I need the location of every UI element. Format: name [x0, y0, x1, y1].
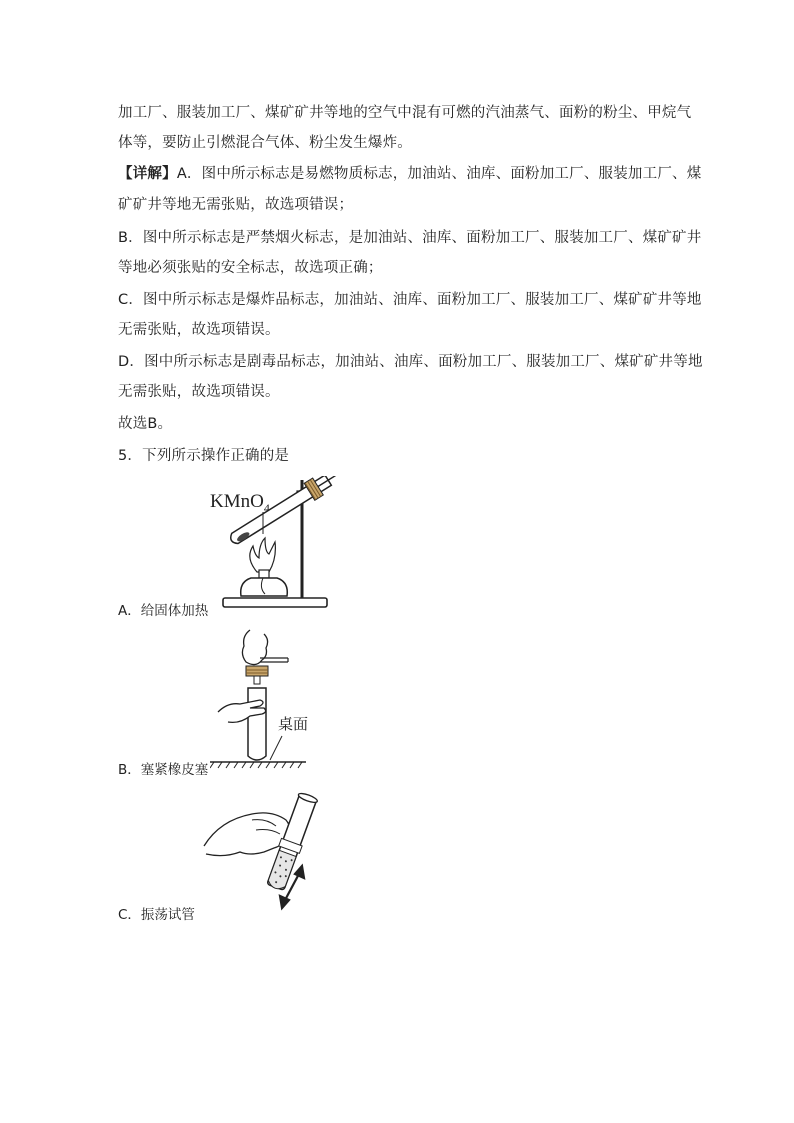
detail-c-line-1: C．图中所示标志是爆炸品标志，加油站、油库、面粉加工厂、服装加工厂、煤矿矿井等地 — [118, 292, 702, 308]
detail-c-line-2: 无需张贴，故选项错误。 — [118, 322, 280, 338]
hand-c — [204, 813, 290, 856]
option-a-label: A．给固体加热 — [118, 603, 209, 619]
upper-hand — [242, 630, 267, 665]
detail-b-line-1: B．图中所示标志是严禁烟火标志，是加油站、油库、面粉加工厂、服装加工厂、煤矿矿井 — [118, 230, 702, 246]
table-label: 桌面 — [278, 717, 309, 733]
figure-b-stopper-diagram — [210, 628, 320, 772]
detail-d-line-2: 无需张贴，故选项错误。 — [118, 384, 280, 400]
test-tube — [226, 476, 342, 549]
answer-line: 故选B。 — [118, 416, 173, 432]
detail-b-line-2: 等地必须张贴的安全标志，故选项正确； — [118, 260, 383, 276]
detail-a-line-2: 矿矿井等地无需张贴，故选项错误； — [118, 197, 354, 213]
reagent-label: KMnO$_4$ — [210, 491, 270, 515]
option-b-label: B．塞紧橡皮塞 — [118, 762, 209, 778]
paragraph-line-1: 加工厂、服装加工厂、煤矿矿井等地的空气中混有可燃的汽油蒸气、面粉的粉尘、甲烷气 — [118, 105, 692, 121]
figure-a-heating-diagram — [205, 476, 350, 616]
test-tube-b — [248, 688, 266, 760]
detail-a-text: A．图中所示标志是易燃物质标志，加油站、油库、面粉加工厂、服装加工厂、煤 — [176, 166, 702, 182]
detail-d-line-1: D．图中所示标志是剧毒品标志，加油站、油库、面粉加工厂、服装加工厂、煤矿矿井等地 — [118, 354, 703, 370]
stand-base — [223, 598, 327, 607]
rubber-stopper — [246, 666, 268, 676]
figure-c-shaking-diagram — [200, 790, 325, 915]
option-c-label: C．振荡试管 — [118, 907, 195, 923]
flame — [250, 538, 276, 572]
detail-a-line-1 — [118, 164, 701, 184]
question-5: 5．下列所示操作正确的是 — [118, 448, 290, 464]
paragraph-line-2: 体等，要防止引燃混合气体、粉尘发生爆炸。 — [118, 135, 412, 151]
detail-label: 【详解】 — [118, 166, 177, 182]
